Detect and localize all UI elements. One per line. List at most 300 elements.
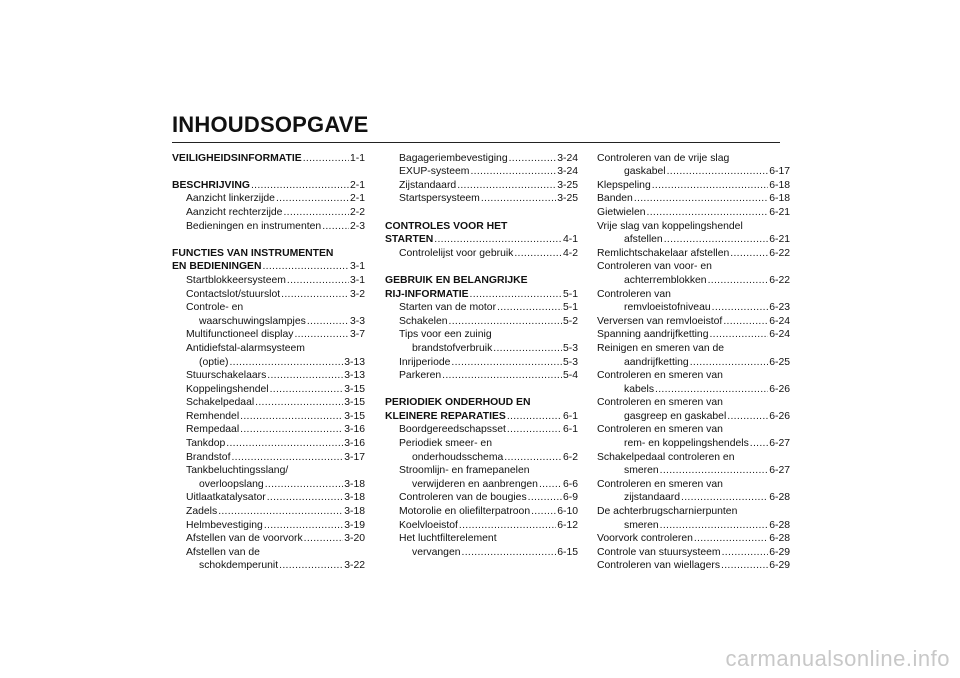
toc-entry[interactable] <box>172 476 365 490</box>
toc-page-number: 6-9 <box>562 492 578 504</box>
toc-dot-leader <box>229 357 343 368</box>
toc-dot-leader <box>528 492 562 503</box>
toc-entry-title: Tankbeluchtingsslang/ <box>186 465 289 477</box>
toc-entry[interactable] <box>597 531 790 545</box>
toc-dot-leader <box>287 275 349 286</box>
toc-page-number: 4-1 <box>562 234 578 246</box>
toc-entry-title: Klepspeling <box>597 179 651 191</box>
toc-dot-leader <box>507 424 562 435</box>
toc-entry-title: onderhoudsschema <box>412 451 504 463</box>
toc-entry-title: Brandstof <box>186 451 231 463</box>
toc-entry-title: smeren <box>624 519 659 531</box>
toc-page-number: 3-24 <box>557 166 578 178</box>
toc-page-number: 3-18 <box>344 478 365 490</box>
toc-page-number: 2-2 <box>349 206 365 218</box>
toc-page-number: 3-1 <box>349 274 365 286</box>
toc-entry[interactable] <box>385 177 578 191</box>
toc-dot-leader <box>712 302 769 313</box>
toc-entry-title: Banden <box>597 193 633 205</box>
toc-page-number: 6-26 <box>769 410 790 422</box>
toc-entry[interactable] <box>597 340 790 354</box>
toc-page-number: 5-3 <box>562 356 578 368</box>
toc-column-2 <box>385 150 578 558</box>
toc-entry[interactable] <box>597 558 790 572</box>
toc-entry[interactable] <box>172 503 365 517</box>
toc-page-number: 6-21 <box>769 206 790 218</box>
toc-entry-title: Zadels <box>186 506 218 518</box>
toc-entry-title: VEILIGHEIDSINFORMATIE <box>172 152 302 164</box>
toc-entry[interactable] <box>385 150 578 164</box>
toc-entry[interactable] <box>597 191 790 205</box>
toc-page-number: 6-1 <box>562 410 578 422</box>
toc-entry-title: EN BEDIENINGEN <box>172 261 262 273</box>
toc-entry[interactable] <box>172 204 365 218</box>
toc-page-number: 6-29 <box>769 560 790 572</box>
toc-entry[interactable] <box>172 191 365 205</box>
toc-entry[interactable] <box>385 313 578 327</box>
toc-entry[interactable] <box>385 368 578 382</box>
toc-page-number: 6-22 <box>769 247 790 259</box>
toc-dot-leader <box>470 166 556 177</box>
toc-dot-leader <box>226 438 343 449</box>
toc-dot-leader <box>240 411 343 422</box>
toc-entry-title: Stuurschakelaars <box>186 370 267 382</box>
toc-dot-leader <box>462 547 557 558</box>
toc-dot-leader <box>722 547 769 558</box>
toc-entry-title: Tankdop <box>186 438 226 450</box>
toc-dot-leader <box>231 452 343 463</box>
toc-dot-leader <box>276 193 349 204</box>
toc-entry-title: Het luchtfilterelement <box>399 533 497 545</box>
toc-entry-title: Bedieningen en instrumenten <box>186 220 322 232</box>
toc-entry[interactable] <box>172 435 365 449</box>
toc-entry[interactable] <box>385 449 578 463</box>
toc-entry-title: achterremblokken <box>624 274 707 286</box>
toc-entry[interactable] <box>597 517 790 531</box>
toc-section-heading[interactable] <box>172 245 365 259</box>
toc-entry-title: Gietwielen <box>597 206 646 218</box>
toc-spacer <box>385 204 578 218</box>
toc-entry[interactable] <box>597 286 790 300</box>
toc-dot-leader <box>267 370 343 381</box>
toc-page-number: 6-26 <box>769 383 790 395</box>
toc-entry[interactable] <box>385 191 578 205</box>
toc-dot-leader <box>667 166 769 177</box>
toc-entry-title: Schakelen <box>399 315 448 327</box>
toc-page-number: 6-17 <box>769 166 790 178</box>
toc-entry[interactable] <box>172 490 365 504</box>
toc-page-number: 6-10 <box>557 506 578 518</box>
toc-section-heading[interactable] <box>385 272 578 286</box>
toc-page-number: 6-29 <box>769 546 790 558</box>
watermark-text: carmanualsonline.info <box>725 646 950 671</box>
toc-entry-title: Bagageriembevestiging <box>399 152 508 164</box>
toc-entry[interactable] <box>385 544 578 558</box>
toc-page-number: 6-2 <box>562 451 578 463</box>
toc-page-number: 2-1 <box>349 179 365 191</box>
toc-entry-title: Rempedaal <box>186 424 240 436</box>
toc-entry-title: (optie) <box>199 356 229 368</box>
toc-spacer <box>172 164 365 178</box>
toc-dot-leader <box>281 289 349 300</box>
toc-entry-title: Voorvork controleren <box>597 533 693 545</box>
toc-page-number: 3-25 <box>557 193 578 205</box>
toc-entry[interactable] <box>172 395 365 409</box>
toc-entry[interactable] <box>597 177 790 191</box>
toc-entry[interactable] <box>385 490 578 504</box>
toc-dot-leader <box>283 207 349 218</box>
toc-page-number: 1-1 <box>349 152 365 164</box>
toc-entry[interactable] <box>597 463 790 477</box>
toc-dot-leader <box>660 465 769 476</box>
toc-entry-title: Startspersysteem <box>399 193 480 205</box>
toc-page-number: 2-3 <box>349 220 365 232</box>
toc-spacer <box>385 259 578 273</box>
toc-entry[interactable] <box>597 395 790 409</box>
toc-page-number: 5-3 <box>562 342 578 354</box>
toc-page-number: 6-21 <box>769 234 790 246</box>
toc-dot-leader <box>514 248 562 259</box>
toc-entry-title: overloopslang <box>199 478 264 490</box>
toc-page-number: 6-23 <box>769 302 790 314</box>
toc-dot-leader <box>634 193 768 204</box>
toc-entry-title: Controleren en smeren van <box>597 397 723 409</box>
toc-entry[interactable] <box>597 408 790 422</box>
toc-dot-leader <box>218 506 343 517</box>
toc-page-number: 3-18 <box>344 506 365 518</box>
toc-entry-title: vervangen <box>412 546 461 558</box>
toc-page-number: 6-12 <box>557 519 578 531</box>
toc-page-number: 3-13 <box>344 370 365 382</box>
toc-entry[interactable] <box>385 340 578 354</box>
toc-entry[interactable] <box>385 422 578 436</box>
toc-dot-leader <box>727 411 768 422</box>
toc-dot-leader <box>497 302 562 313</box>
toc-entry-title: aandrijfketting <box>624 356 689 368</box>
toc-entry-title: Stroomlijn- en framepanelen <box>399 465 530 477</box>
toc-entry[interactable] <box>385 531 578 545</box>
toc-entry-title: Periodiek smeer- en <box>399 438 492 450</box>
toc-dot-leader <box>708 275 769 286</box>
toc-entry-title: Parkeren <box>399 370 442 382</box>
toc-dot-leader <box>457 180 556 191</box>
toc-page-number: 5-1 <box>562 288 578 300</box>
toc-page-number: 3-22 <box>344 560 365 572</box>
toc-page-number: 3-15 <box>344 383 365 395</box>
toc-dot-leader <box>481 193 556 204</box>
toc-dot-leader <box>279 560 343 571</box>
toc-dot-leader <box>539 479 562 490</box>
toc-entry-title: kabels <box>624 383 655 395</box>
toc-entry[interactable] <box>597 232 790 246</box>
toc-entry-title: smeren <box>624 465 659 477</box>
toc-dot-leader <box>509 153 557 164</box>
toc-page-number: 6-6 <box>562 478 578 490</box>
toc-page-number: 3-13 <box>344 356 365 368</box>
toc-entry[interactable] <box>172 558 365 572</box>
toc-entry-title: brandstofverbruik <box>412 342 493 354</box>
toc-entry[interactable] <box>172 286 365 300</box>
toc-page-number: 3-20 <box>344 533 365 545</box>
toc-entry[interactable] <box>172 272 365 286</box>
toc-entry[interactable] <box>172 531 365 545</box>
toc-entry-title: Aanzicht linkerzijde <box>186 193 275 205</box>
toc-section-heading[interactable] <box>385 232 578 246</box>
toc-page-number: 3-15 <box>344 397 365 409</box>
toc-page-number: 6-28 <box>769 519 790 531</box>
toc-entry-title: Motorolie en oliefilterpatroon <box>399 506 531 518</box>
toc-dot-leader <box>265 479 344 490</box>
toc-entry[interactable] <box>172 368 365 382</box>
toc-dot-leader <box>694 533 768 544</box>
toc-page-number: 6-1 <box>562 424 578 436</box>
toc-entry-title: Spanning aandrijfketting <box>597 329 709 341</box>
toc-entry[interactable] <box>597 435 790 449</box>
toc-dot-leader <box>451 357 562 368</box>
toc-entry[interactable] <box>172 517 365 531</box>
toc-page-number: 6-28 <box>769 533 790 545</box>
toc-entry-title: Remlichtschakelaar afstellen <box>597 247 730 259</box>
toc-entry[interactable] <box>385 327 578 341</box>
toc-entry[interactable] <box>597 368 790 382</box>
toc-entry[interactable] <box>385 354 578 368</box>
toc-page-number: 3-3 <box>349 315 365 327</box>
toc-page-number: 3-24 <box>557 152 578 164</box>
toc-entry-title: Controlelijst voor gebruik <box>399 247 514 259</box>
toc-dot-leader <box>304 533 344 544</box>
toc-entry[interactable] <box>172 218 365 232</box>
toc-section-heading[interactable] <box>385 395 578 409</box>
toc-page-number: 6-18 <box>769 179 790 191</box>
toc-entry[interactable] <box>597 313 790 327</box>
toc-dot-leader <box>294 329 349 340</box>
toc-entry[interactable] <box>172 327 365 341</box>
toc-entry[interactable] <box>385 435 578 449</box>
toc-page-number: 6-27 <box>769 465 790 477</box>
toc-page-number: 3-25 <box>557 179 578 191</box>
toc-dot-leader <box>730 248 768 259</box>
toc-dot-leader <box>690 357 769 368</box>
toc-entry[interactable] <box>597 218 790 232</box>
toc-page-number: 6-28 <box>769 492 790 504</box>
toc-entry-title: Controleren van de bougies <box>399 492 527 504</box>
toc-page-number: 3-19 <box>344 519 365 531</box>
toc-entry-title: Controleren van de vrije slag <box>597 152 730 164</box>
toc-entry-title: Zijstandaard <box>399 179 457 191</box>
toc-entry[interactable] <box>385 463 578 477</box>
toc-dot-leader <box>723 316 768 327</box>
toc-dot-leader <box>264 520 343 531</box>
toc-entry-title: Schakelpedaal <box>186 397 255 409</box>
toc-page-number: 3-7 <box>349 329 365 341</box>
toc-section-heading[interactable] <box>172 259 365 273</box>
toc-entry[interactable] <box>385 517 578 531</box>
toc-entry-title: Controleren en smeren van <box>597 370 723 382</box>
toc-section-heading[interactable] <box>385 218 578 232</box>
toc-entry-title: KLEINERE REPARATIES <box>385 410 506 422</box>
toc-entry-title: schokdemperunit <box>199 560 279 572</box>
toc-entry-title: Starten van de motor <box>399 302 497 314</box>
toc-entry[interactable] <box>597 490 790 504</box>
toc-entry-title: Inrijperiode <box>399 356 451 368</box>
toc-entry[interactable] <box>172 381 365 395</box>
toc-page-number: 6-24 <box>769 315 790 327</box>
toc-entry-title: Controleren en smeren van <box>597 424 723 436</box>
toc-entry[interactable] <box>597 476 790 490</box>
toc-entry-title: Afstellen van de <box>186 546 260 558</box>
toc-page-number: 6-15 <box>557 546 578 558</box>
toc-dot-leader <box>664 234 769 245</box>
toc-entry[interactable] <box>385 245 578 259</box>
toc-dot-leader <box>721 560 768 571</box>
toc-page-number: 6-24 <box>769 329 790 341</box>
toc-entry[interactable] <box>597 245 790 259</box>
toc-page-number: 3-16 <box>344 438 365 450</box>
toc-section-heading[interactable] <box>172 150 365 164</box>
toc-entry-title: Tips voor een zuinig <box>399 329 492 341</box>
toc-page-number: 5-4 <box>562 370 578 382</box>
toc-entry[interactable] <box>385 476 578 490</box>
toc-page-number: 3-1 <box>349 261 365 273</box>
toc-entry[interactable] <box>172 354 365 368</box>
toc-entry-title: CONTROLES VOOR HET <box>385 220 508 232</box>
toc-entry[interactable] <box>172 340 365 354</box>
toc-entry[interactable] <box>597 449 790 463</box>
toc-entry-title: Boordgereedschapsset <box>399 424 506 436</box>
toc-page-number: 3-2 <box>349 288 365 300</box>
toc-column-3 <box>597 150 790 571</box>
toc-entry[interactable] <box>597 381 790 395</box>
toc-entry-title: afstellen <box>624 234 663 246</box>
toc-entry-title: Startblokkeersysteem <box>186 274 286 286</box>
toc-entry[interactable] <box>597 164 790 178</box>
toc-entry-title: zijstandaard <box>624 492 681 504</box>
toc-entry[interactable] <box>597 503 790 517</box>
toc-dot-leader <box>647 207 769 218</box>
toc-dot-leader <box>449 316 562 327</box>
toc-entry[interactable] <box>172 408 365 422</box>
toc-entry-title: Controle- en <box>186 302 244 314</box>
toc-entry-title: Koppelingshendel <box>186 383 269 395</box>
toc-entry[interactable] <box>597 272 790 286</box>
toc-dot-leader <box>493 343 562 354</box>
toc-entry-title: verwijderen en aanbrengen <box>412 478 538 490</box>
toc-column-1 <box>172 150 365 571</box>
toc-page-number: 6-22 <box>769 274 790 286</box>
toc-dot-leader <box>255 397 343 408</box>
toc-entry-title: PERIODIEK ONDERHOUD EN <box>385 397 531 409</box>
toc-page-number: 6-18 <box>769 193 790 205</box>
toc-entry-title: Controleren van <box>597 288 671 300</box>
toc-dot-leader <box>251 180 349 191</box>
toc-dot-leader <box>434 234 562 245</box>
toc-entry-title: Helmbevestiging <box>186 519 263 531</box>
page-title: INHOUDSOPGAVE <box>172 112 369 137</box>
toc-dot-leader <box>504 452 562 463</box>
toc-entry[interactable] <box>385 300 578 314</box>
toc-entry[interactable] <box>597 204 790 218</box>
toc-page-number: 3-15 <box>344 410 365 422</box>
toc-spacer <box>385 381 578 395</box>
toc-entry-title: Controle van stuursysteem <box>597 546 721 558</box>
toc-entry[interactable] <box>597 150 790 164</box>
toc-dot-leader <box>303 153 349 164</box>
toc-entry-title: De achterbrugscharnierpunten <box>597 506 738 518</box>
toc-dot-leader <box>263 261 349 272</box>
toc-dot-leader <box>459 520 556 531</box>
toc-entry[interactable] <box>172 449 365 463</box>
toc-entry[interactable] <box>172 313 365 327</box>
toc-entry-title: Verversen van remvloeistof <box>597 315 723 327</box>
toc-page-number: 6-25 <box>769 356 790 368</box>
toc-spacer <box>172 232 365 246</box>
toc-entry-title: Schakelpedaal controleren en <box>597 451 735 463</box>
toc-entry[interactable] <box>385 164 578 178</box>
toc-page-number: 5-2 <box>562 315 578 327</box>
toc-entry-title: Antidiefstal-alarmsysteem <box>186 342 305 354</box>
toc-entry[interactable] <box>172 300 365 314</box>
toc-entry[interactable] <box>597 259 790 273</box>
toc-page-number: 3-18 <box>344 492 365 504</box>
toc-entry-title: EXUP-systeem <box>399 166 470 178</box>
toc-entry-title: gaskabel <box>624 166 666 178</box>
toc-entry-title: Remhendel <box>186 410 240 422</box>
toc-entry[interactable] <box>597 544 790 558</box>
title-rule <box>172 142 780 143</box>
toc-entry-title: RIJ-INFORMATIE <box>385 288 469 300</box>
toc-dot-leader <box>660 520 769 531</box>
toc-dot-leader <box>267 492 344 503</box>
toc-dot-leader <box>442 370 562 381</box>
toc-dot-leader <box>681 492 768 503</box>
toc-entry-title: BESCHRIJVING <box>172 179 250 191</box>
toc-entry-title: waarschuwingslampjes <box>199 315 306 327</box>
toc-dot-leader <box>270 384 344 395</box>
toc-entry-title: STARTEN <box>385 234 434 246</box>
toc-page-number: 3-17 <box>344 451 365 463</box>
toc-entry-title: gasgreep en gaskabel <box>624 410 727 422</box>
toc-entry[interactable] <box>597 300 790 314</box>
toc-section-heading[interactable] <box>172 177 365 191</box>
toc-dot-leader <box>655 384 768 395</box>
toc-page-number: 5-1 <box>562 302 578 314</box>
toc-entry[interactable] <box>597 354 790 368</box>
toc-entry-title: Afstellen van de voorvork <box>186 533 303 545</box>
toc-entry[interactable] <box>172 422 365 436</box>
toc-entry-title: Controleren van voor- en <box>597 261 712 273</box>
toc-entry[interactable] <box>172 463 365 477</box>
toc-entry-title: Controleren en smeren van <box>597 478 723 490</box>
toc-entry-title: Multifunctioneel display <box>186 329 294 341</box>
toc-entry[interactable] <box>385 503 578 517</box>
toc-page-number: 2-1 <box>349 193 365 205</box>
toc-dot-leader <box>652 180 768 191</box>
toc-entry-title: Vrije slag van koppelingshendel <box>597 220 743 232</box>
toc-entry[interactable] <box>172 544 365 558</box>
toc-page-number: 6-27 <box>769 438 790 450</box>
toc-page-number: 4-2 <box>562 247 578 259</box>
toc-dot-leader <box>750 438 768 449</box>
toc-entry-title: FUNCTIES VAN INSTRUMENTEN <box>172 247 334 259</box>
toc-entry-title: Aanzicht rechterzijde <box>186 206 283 218</box>
toc-dot-leader <box>322 221 349 232</box>
toc-entry-title: Uitlaatkatalysator <box>186 492 266 504</box>
toc-entry[interactable] <box>597 422 790 436</box>
toc-section-heading[interactable] <box>385 408 578 422</box>
toc-entry-title: Reinigen en smeren van de <box>597 342 725 354</box>
toc-entry[interactable] <box>597 327 790 341</box>
toc-section-heading[interactable] <box>385 286 578 300</box>
